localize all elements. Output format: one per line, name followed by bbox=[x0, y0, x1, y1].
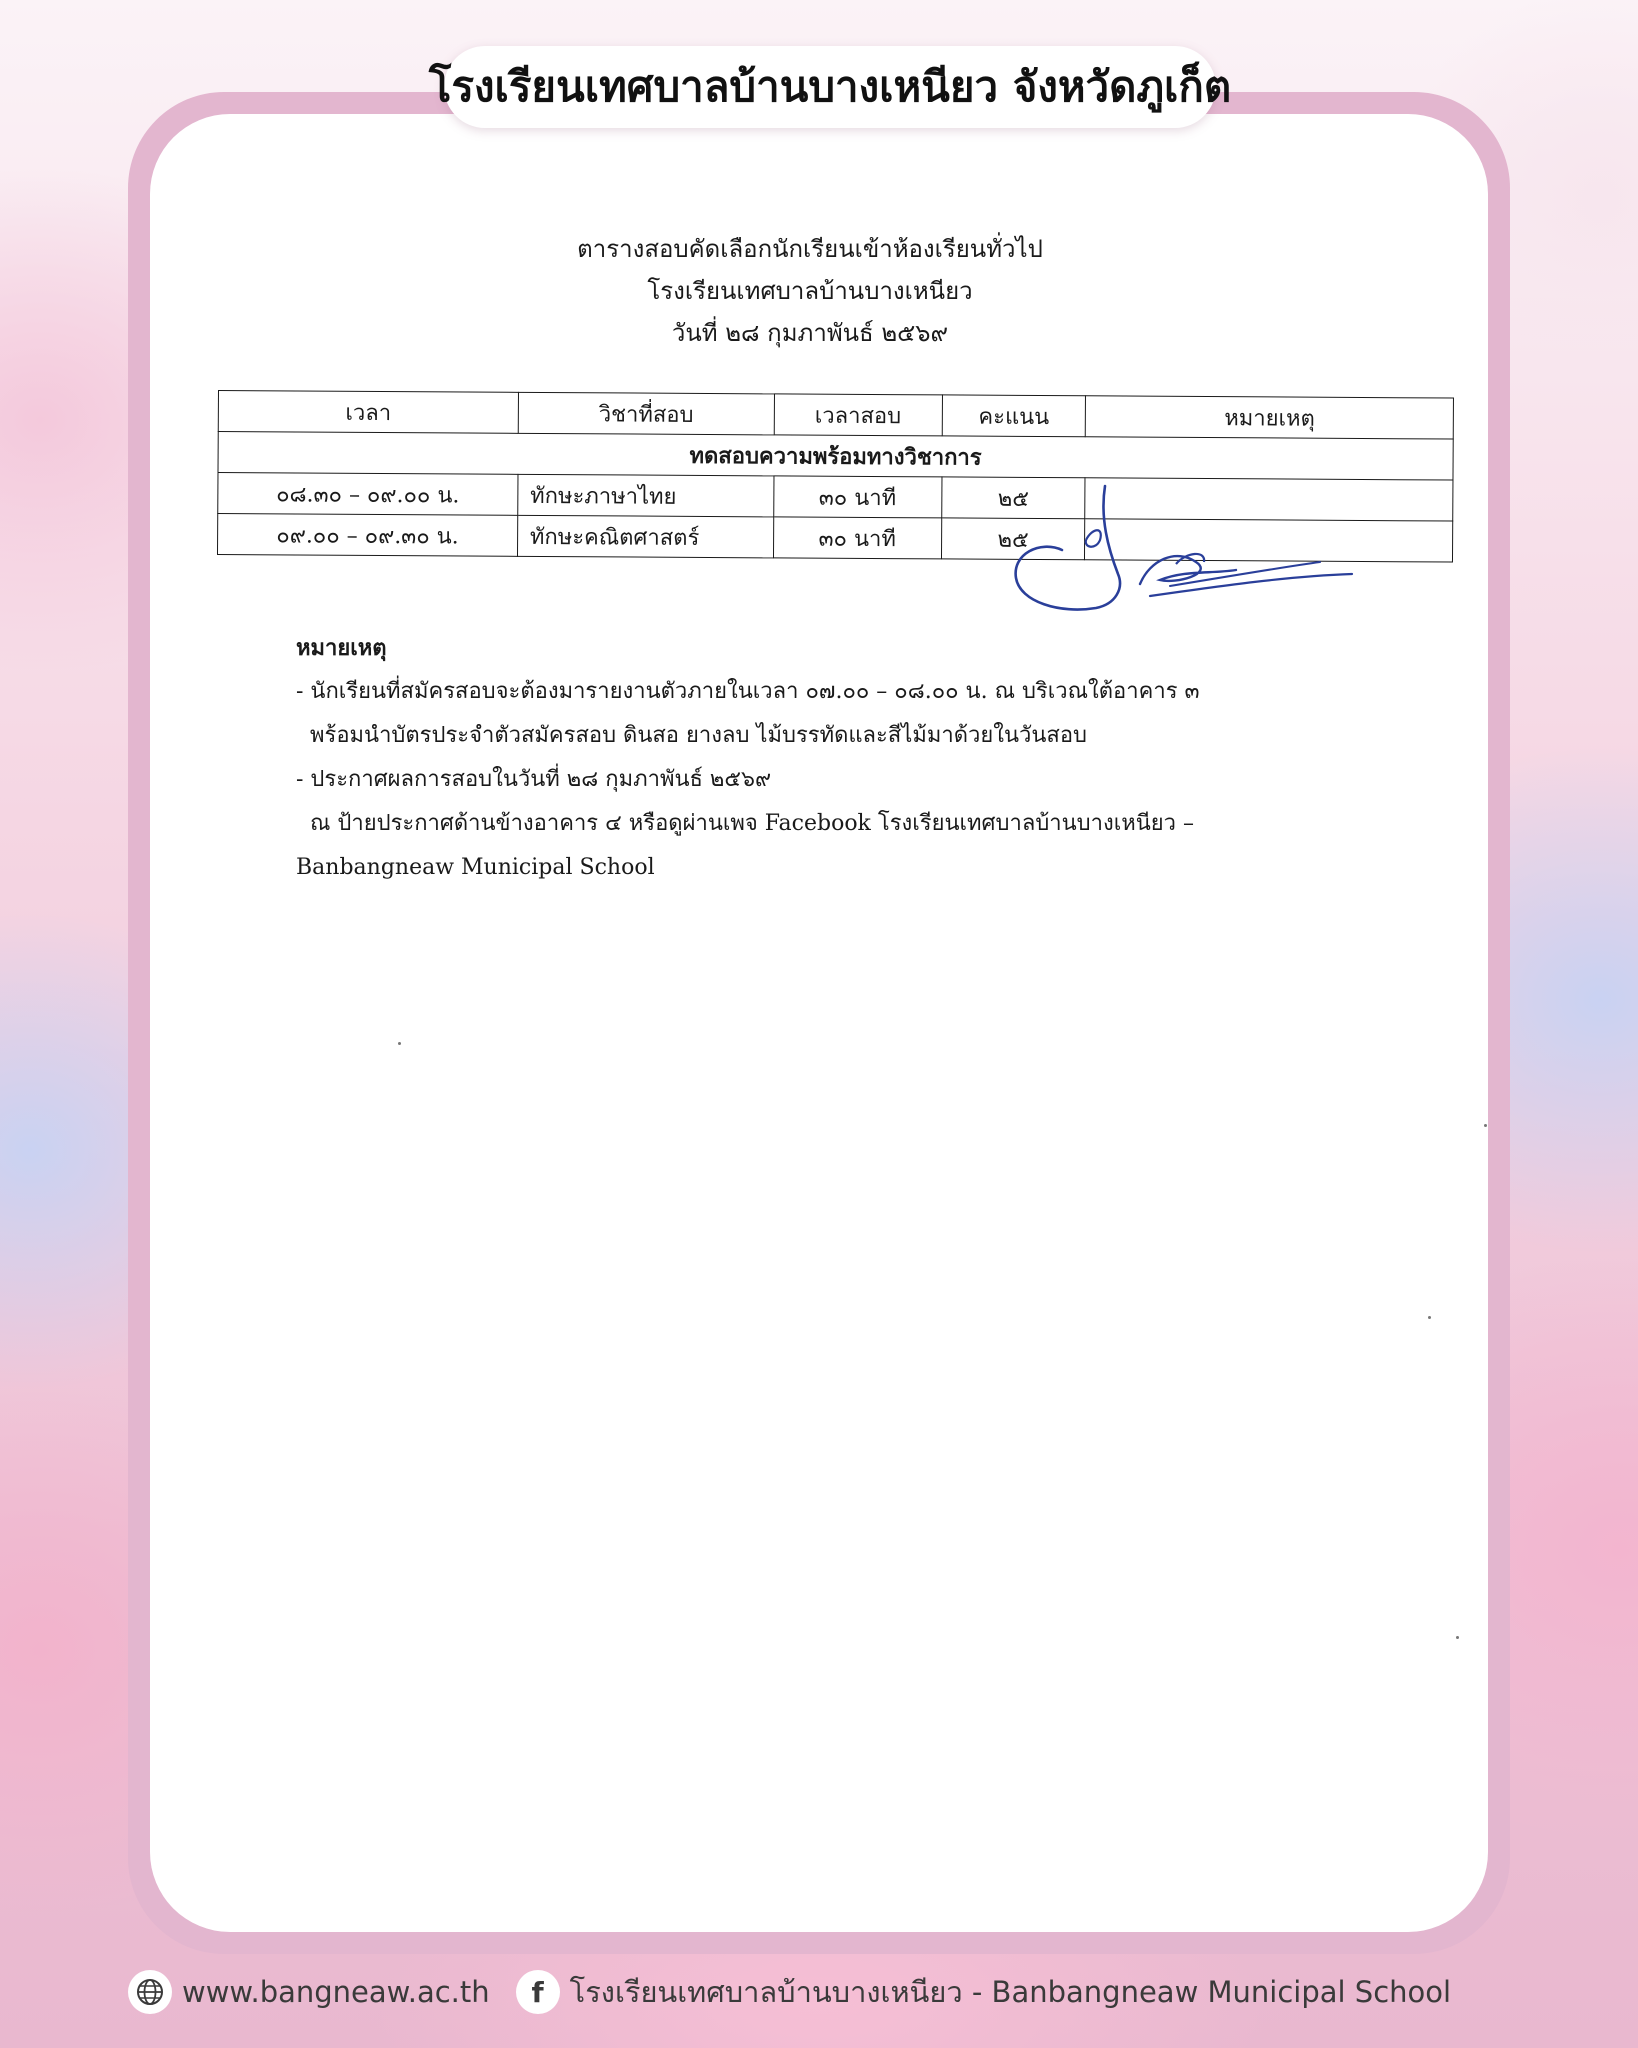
facebook-icon: f bbox=[516, 1970, 560, 2014]
notes-section bbox=[296, 626, 1296, 890]
cell-time: ๐๙.๐๐ – ๐๙.๓๐ น. bbox=[217, 514, 517, 557]
cell-subject: ทักษะภาษาไทย bbox=[518, 474, 774, 517]
note-line: - ประกาศผลการสอบในวันที่ ๒๘ กุมภาพันธ์ ๒๕๖๙ bbox=[296, 767, 772, 792]
document-heading bbox=[380, 228, 1240, 354]
note-line: Banbangneaw Municipal School bbox=[296, 855, 655, 880]
header-subject: วิชาที่สอบ bbox=[518, 392, 774, 435]
scan-speck bbox=[1484, 1124, 1487, 1127]
heading-line-3: วันที่ ๒๘ กุมภาพันธ์ ๒๕๖๙ bbox=[671, 319, 949, 347]
note-line: ณ ป้ายประกาศด้านข้างอาคาร ๔ หรือดูผ่านเพจ Facebook โรงเรียนเทศบาลบ้านบางเหนียว – bbox=[310, 811, 1195, 836]
header-duration: เวลาสอบ bbox=[774, 394, 942, 436]
cell-duration: ๓๐ นาที bbox=[773, 517, 941, 559]
cell-duration: ๓๐ นาที bbox=[773, 476, 941, 518]
header-remark: หมายเหตุ bbox=[1086, 396, 1454, 439]
document-paper bbox=[150, 114, 1488, 1932]
note-line: - นักเรียนที่สมัครสอบจะต้องมารายงานตัวภายในเวลา ๐๗.๐๐ – ๐๘.๐๐ น. ณ บริเวณใต้อาคาร ๓ bbox=[296, 679, 1200, 704]
cell-subject: ทักษะคณิตศาสตร์ bbox=[517, 515, 773, 558]
website-link[interactable]: www.bangneaw.ac.th bbox=[182, 1975, 490, 2009]
school-title-banner bbox=[428, 46, 1232, 128]
facebook-page-link[interactable]: โรงเรียนเทศบาลบ้านบางเหนียว - Banbangneaw Municipal School bbox=[569, 1975, 1452, 2009]
cell-score: ๒๕ bbox=[941, 477, 1085, 519]
note-line: พร้อมนำบัตรประจำตัวสมัครสอบ ดินสอ ยางลบ ไม้บรรทัดและสีไม้มาด้วยในวันสอบ bbox=[310, 723, 1088, 748]
globe-icon bbox=[128, 1970, 172, 2014]
scan-speck bbox=[398, 1042, 401, 1045]
footer-bar bbox=[128, 1962, 1451, 2022]
heading-line-1: ตารางสอบคัดเลือกนักเรียนเข้าห้องเรียนทั่วไป bbox=[577, 235, 1043, 263]
scan-speck bbox=[1428, 1316, 1431, 1319]
notes-title: หมายเหตุ bbox=[296, 635, 387, 661]
scan-speck bbox=[1456, 1636, 1459, 1639]
section-title: ทดสอบความพร้อมทางวิชาการ bbox=[218, 432, 1453, 481]
cell-time: ๐๘.๓๐ – ๐๙.๐๐ น. bbox=[218, 473, 518, 516]
header-score: คะแนน bbox=[942, 395, 1086, 437]
cell-score: ๒๕ bbox=[941, 518, 1085, 560]
header-time: เวลา bbox=[218, 391, 518, 434]
school-title: โรงเรียนเทศบาลบ้านบางเหนียว จังหวัดภูเก็ต bbox=[428, 62, 1232, 111]
handwritten-signature bbox=[1000, 478, 1360, 618]
heading-line-2: โรงเรียนเทศบาลบ้านบางเหนียว bbox=[647, 277, 973, 305]
